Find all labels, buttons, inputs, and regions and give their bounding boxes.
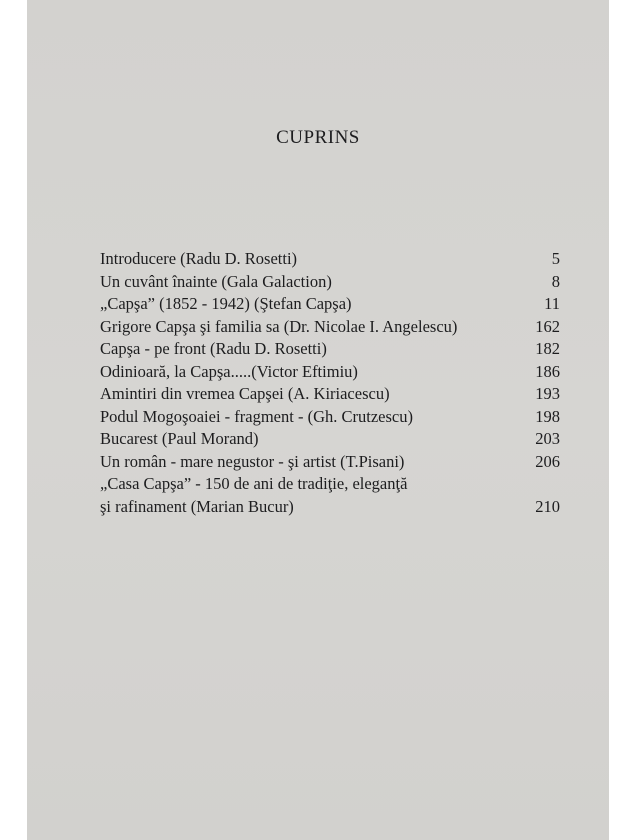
toc-entry — [100, 248, 560, 271]
toc-entry — [100, 406, 560, 429]
toc-entry-page: 210 — [535, 496, 560, 516]
toc-entry-page: 182 — [535, 339, 560, 358]
toc-entry-title: Grigore Capşa şi familia sa (Dr. Nicolae I. Angelescu) — [100, 316, 458, 336]
toc-entry-page: 5 — [551, 249, 560, 268]
toc-entry — [100, 338, 560, 361]
toc-entry — [100, 451, 560, 474]
toc-entry-title: Un cuvânt înainte (Gala Galaction) — [100, 271, 332, 291]
toc-entry-title: Bucarest (Paul Morand) — [100, 429, 259, 448]
toc-entry — [100, 383, 560, 406]
toc-entry — [100, 293, 560, 316]
toc-entry — [100, 271, 560, 294]
toc-entry-title: Capşa - pe front (Radu D. Rosetti) — [100, 339, 327, 358]
document-page — [27, 0, 609, 840]
toc-entry — [100, 316, 560, 339]
toc-entry — [100, 473, 560, 518]
toc-entry-page: 198 — [535, 406, 560, 426]
toc-entry-title: Amintiri din vremea Capşei (A. Kiriacescu) — [100, 384, 390, 403]
toc-entry-page: 203 — [535, 429, 560, 448]
toc-entry-title: „Capşa” (1852 - 1942) (Ştefan Capşa) — [100, 294, 352, 313]
toc-entry-page: 186 — [535, 361, 560, 381]
toc-entry — [100, 428, 560, 451]
toc-entry-page: 193 — [535, 384, 560, 403]
toc-entry-page: 11 — [544, 294, 560, 313]
toc-entry — [100, 361, 560, 384]
toc-entry-title: Odinioară, la Capşa.....(Victor Eftimiu) — [100, 361, 358, 381]
table-of-contents — [100, 248, 560, 518]
toc-entry-title: Un român - mare negustor - şi artist (T.Pisani) — [100, 451, 405, 471]
toc-entry-page: 8 — [551, 271, 560, 291]
toc-entry-title: Podul Mogoşoaiei - fragment - (Gh. Crutzescu) — [100, 406, 413, 426]
toc-entry-title: „Casa Capşa” - 150 de ani de tradiţie, eleganţă şi rafinament (Marian Bucur) — [100, 474, 408, 516]
toc-entry-title: Introducere (Radu D. Rosetti) — [100, 249, 298, 268]
toc-entry-page: 162 — [535, 316, 560, 336]
page-title: CUPRINS — [276, 127, 360, 148]
toc-entry-page: 206 — [535, 451, 560, 471]
